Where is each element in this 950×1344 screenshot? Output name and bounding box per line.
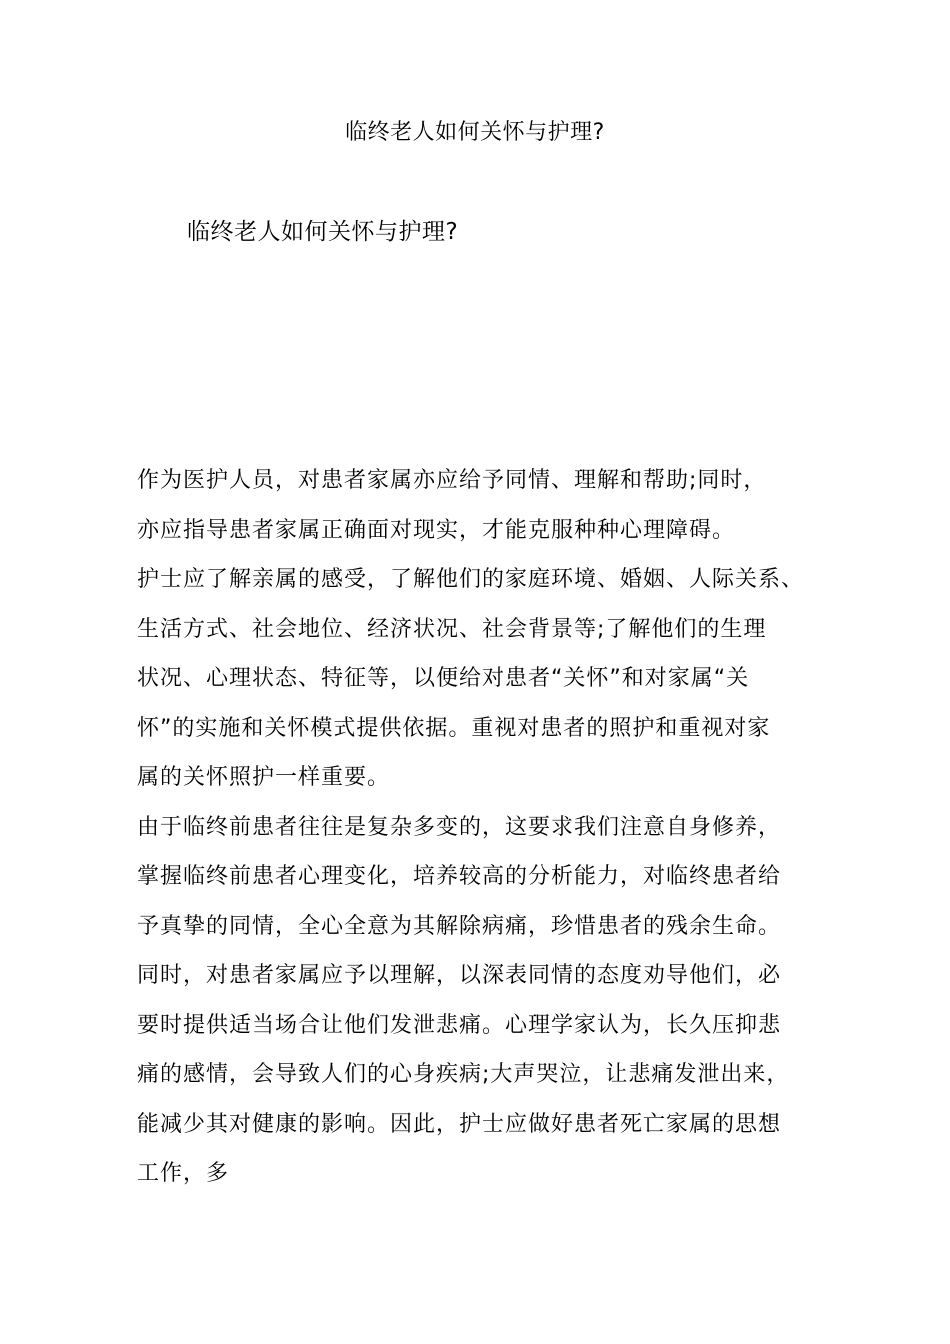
text-line: 怀”的实施和关怀模式提供依据。重视对患者的照护和重视对家 (137, 715, 771, 741)
text-line: 属的关怀照护一样重要。 (137, 765, 391, 790)
document-title: 临终老人如何关怀与护理? (345, 120, 605, 145)
text-line: 痛的感情，会导致人们的心身疾病;大声哭泣，让悲痛发泄出来， (137, 1062, 790, 1087)
text-line: 要时提供适当场合让他们发泄悲痛。心理学家认为，长久压抑悲 (137, 1012, 782, 1038)
text-line: 掌握临终前患者心理变化，培养较高的分析能力，对临终患者给 (137, 864, 782, 889)
text-line: 予真挚的同情，全心全意为其解除病痛，珍惜患者的残余生命。 (137, 913, 782, 939)
text-line: 能减少其对健康的影响。因此，护士应做好患者死亡家属的思想 (137, 1111, 782, 1137)
body-text (137, 456, 817, 1199)
text-line: 状况、心理状态、特征等，以便给对患者“关怀”和对家属“关 (137, 666, 750, 691)
text-line: 生活方式、社会地位、经济状况、社会背景等;了解他们的生理 (137, 616, 767, 642)
text-line: 同时，对患者家属应予以理解，以深表同情的态度劝导他们，必 (137, 963, 782, 988)
text-line: 护士应了解亲属的感受，了解他们的家庭环境、婚姻、人际关系、 (137, 567, 805, 592)
document-subtitle: 临终老人如何关怀与护理? (187, 219, 459, 245)
text-line: 工作，多 (137, 1161, 230, 1186)
text-line: 亦应指导患者家属正确面对现实，才能克服种种心理障碍。 (137, 517, 736, 543)
text-line: 作为医护人员，对患者家属亦应给予同情、理解和帮助;同时， (137, 468, 767, 493)
text-line: 由于临终前患者往往是复杂多变的，这要求我们注意自身修养， (137, 814, 782, 840)
